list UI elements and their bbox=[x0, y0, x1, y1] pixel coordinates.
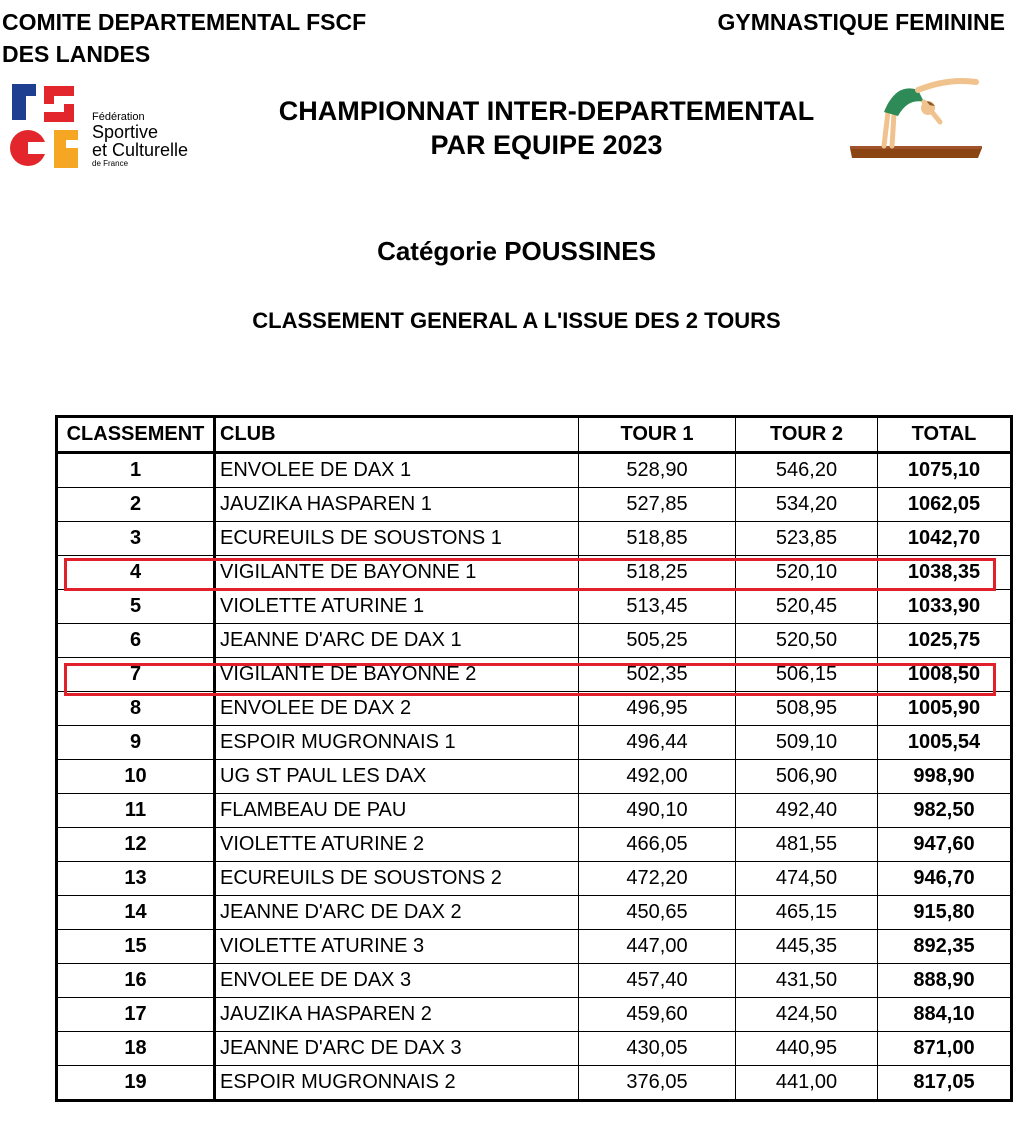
tour2-cell: 441,00 bbox=[736, 1066, 878, 1101]
club-cell: VIOLETTE ATURINE 1 bbox=[215, 590, 579, 624]
organization-name bbox=[2, 6, 366, 70]
tour2-cell: 546,20 bbox=[736, 453, 878, 488]
rank-cell: 17 bbox=[57, 998, 215, 1032]
table-row bbox=[57, 896, 1012, 930]
tour1-cell: 457,40 bbox=[579, 964, 736, 998]
rank-cell: 1 bbox=[57, 453, 215, 488]
logo-line-2: Sportive bbox=[92, 122, 159, 142]
table-row bbox=[57, 760, 1012, 794]
rank-cell: 14 bbox=[57, 896, 215, 930]
table-row bbox=[57, 862, 1012, 896]
organization-line-2: DES LANDES bbox=[2, 41, 151, 67]
table-row bbox=[57, 930, 1012, 964]
tour1-cell: 472,20 bbox=[579, 862, 736, 896]
total-cell: 998,90 bbox=[878, 760, 1012, 794]
table-header-row bbox=[57, 417, 1012, 453]
tour2-cell: 465,15 bbox=[736, 896, 878, 930]
total-cell: 1033,90 bbox=[878, 590, 1012, 624]
tour2-cell: 520,50 bbox=[736, 624, 878, 658]
total-cell: 982,50 bbox=[878, 794, 1012, 828]
table-row bbox=[57, 556, 1012, 590]
total-cell: 1042,70 bbox=[878, 522, 1012, 556]
table-row bbox=[57, 828, 1012, 862]
table-row bbox=[57, 522, 1012, 556]
tour2-cell: 440,95 bbox=[736, 1032, 878, 1066]
tour1-cell: 492,00 bbox=[579, 760, 736, 794]
header-rank: CLASSEMENT bbox=[57, 417, 215, 453]
tour2-cell: 481,55 bbox=[736, 828, 878, 862]
ranking-subtitle: CLASSEMENT GENERAL A L'ISSUE DES 2 TOURS bbox=[252, 308, 781, 333]
club-cell: JEANNE D'ARC DE DAX 1 bbox=[215, 624, 579, 658]
results-table bbox=[55, 415, 1013, 1102]
club-cell: ENVOLEE DE DAX 2 bbox=[215, 692, 579, 726]
tour1-cell: 430,05 bbox=[579, 1032, 736, 1066]
table-row bbox=[57, 964, 1012, 998]
header-club: CLUB bbox=[215, 417, 579, 453]
club-cell: JEANNE D'ARC DE DAX 2 bbox=[215, 896, 579, 930]
total-cell: 1038,35 bbox=[878, 556, 1012, 590]
table-row bbox=[57, 624, 1012, 658]
rank-cell: 9 bbox=[57, 726, 215, 760]
rank-cell: 2 bbox=[57, 488, 215, 522]
table-row bbox=[57, 453, 1012, 488]
club-cell: JAUZIKA HASPAREN 2 bbox=[215, 998, 579, 1032]
rank-cell: 11 bbox=[57, 794, 215, 828]
total-cell: 1008,50 bbox=[878, 658, 1012, 692]
header-tour2: TOUR 2 bbox=[736, 417, 878, 453]
total-cell: 817,05 bbox=[878, 1066, 1012, 1101]
tour1-cell: 518,25 bbox=[579, 556, 736, 590]
rank-cell: 13 bbox=[57, 862, 215, 896]
rank-cell: 5 bbox=[57, 590, 215, 624]
logo-line-3: et Culturelle bbox=[92, 140, 189, 160]
tour1-cell: 376,05 bbox=[579, 1066, 736, 1101]
club-cell: ESPOIR MUGRONNAIS 2 bbox=[215, 1066, 579, 1101]
tour2-cell: 534,20 bbox=[736, 488, 878, 522]
total-cell: 1062,05 bbox=[878, 488, 1012, 522]
club-cell: FLAMBEAU DE PAU bbox=[215, 794, 579, 828]
tour2-cell: 509,10 bbox=[736, 726, 878, 760]
table-row bbox=[57, 658, 1012, 692]
tour1-cell: 527,85 bbox=[579, 488, 736, 522]
discipline-label: GYMNASTIQUE FEMININE bbox=[717, 9, 1005, 35]
tour1-cell: 496,95 bbox=[579, 692, 736, 726]
tour1-cell: 466,05 bbox=[579, 828, 736, 862]
table-row bbox=[57, 998, 1012, 1032]
club-cell: VIGILANTE DE BAYONNE 2 bbox=[215, 658, 579, 692]
total-cell: 892,35 bbox=[878, 930, 1012, 964]
gymnast-illustration-icon bbox=[848, 72, 988, 164]
tour2-cell: 506,90 bbox=[736, 760, 878, 794]
title-line-2: PAR EQUIPE 2023 bbox=[430, 130, 663, 160]
rank-cell: 19 bbox=[57, 1066, 215, 1101]
total-cell: 1025,75 bbox=[878, 624, 1012, 658]
rank-cell: 3 bbox=[57, 522, 215, 556]
club-cell: VIOLETTE ATURINE 3 bbox=[215, 930, 579, 964]
rank-cell: 6 bbox=[57, 624, 215, 658]
tour1-cell: 496,44 bbox=[579, 726, 736, 760]
table-row bbox=[57, 590, 1012, 624]
rank-cell: 18 bbox=[57, 1032, 215, 1066]
rank-cell: 10 bbox=[57, 760, 215, 794]
rank-cell: 16 bbox=[57, 964, 215, 998]
title-line-1: CHAMPIONNAT INTER-DEPARTEMENTAL bbox=[278, 96, 815, 126]
logo-line-4: de France bbox=[92, 159, 129, 168]
club-cell: ENVOLEE DE DAX 3 bbox=[215, 964, 579, 998]
table-row bbox=[57, 726, 1012, 760]
tour1-cell: 528,90 bbox=[579, 453, 736, 488]
tour2-cell: 508,95 bbox=[736, 692, 878, 726]
tour1-cell: 450,65 bbox=[579, 896, 736, 930]
tour2-cell: 474,50 bbox=[736, 862, 878, 896]
total-cell: 947,60 bbox=[878, 828, 1012, 862]
tour2-cell: 506,15 bbox=[736, 658, 878, 692]
tour2-cell: 424,50 bbox=[736, 998, 878, 1032]
total-cell: 946,70 bbox=[878, 862, 1012, 896]
club-cell: UG ST PAUL LES DAX bbox=[215, 760, 579, 794]
total-cell: 1075,10 bbox=[878, 453, 1012, 488]
club-cell: VIOLETTE ATURINE 2 bbox=[215, 828, 579, 862]
rank-cell: 8 bbox=[57, 692, 215, 726]
logo-line-1: Fédération bbox=[92, 111, 145, 123]
club-cell: ESPOIR MUGRONNAIS 1 bbox=[215, 726, 579, 760]
total-cell: 915,80 bbox=[878, 896, 1012, 930]
table-row bbox=[57, 692, 1012, 726]
rank-cell: 4 bbox=[57, 556, 215, 590]
organization-line-1: COMITE DEPARTEMENTAL FSCF bbox=[2, 9, 367, 35]
club-cell: VIGILANTE DE BAYONNE 1 bbox=[215, 556, 579, 590]
tour2-cell: 431,50 bbox=[736, 964, 878, 998]
club-cell: JAUZIKA HASPAREN 1 bbox=[215, 488, 579, 522]
rank-cell: 12 bbox=[57, 828, 215, 862]
tour2-cell: 520,10 bbox=[736, 556, 878, 590]
club-cell: ENVOLEE DE DAX 1 bbox=[215, 453, 579, 488]
table-row bbox=[57, 1066, 1012, 1101]
total-cell: 884,10 bbox=[878, 998, 1012, 1032]
tour1-cell: 505,25 bbox=[579, 624, 736, 658]
table-row bbox=[57, 794, 1012, 828]
tour2-cell: 492,40 bbox=[736, 794, 878, 828]
table-row bbox=[57, 488, 1012, 522]
tour1-cell: 459,60 bbox=[579, 998, 736, 1032]
total-cell: 871,00 bbox=[878, 1032, 1012, 1066]
table-row bbox=[57, 1032, 1012, 1066]
total-cell: 1005,90 bbox=[878, 692, 1012, 726]
tour2-cell: 523,85 bbox=[736, 522, 878, 556]
tour2-cell: 445,35 bbox=[736, 930, 878, 964]
rank-cell: 15 bbox=[57, 930, 215, 964]
club-cell: ECUREUILS DE SOUSTONS 1 bbox=[215, 522, 579, 556]
tour1-cell: 513,45 bbox=[579, 590, 736, 624]
tour1-cell: 447,00 bbox=[579, 930, 736, 964]
total-cell: 1005,54 bbox=[878, 726, 1012, 760]
tour1-cell: 502,35 bbox=[579, 658, 736, 692]
club-cell: ECUREUILS DE SOUSTONS 2 bbox=[215, 862, 579, 896]
total-cell: 888,90 bbox=[878, 964, 1012, 998]
category-heading: Catégorie POUSSINES bbox=[377, 236, 656, 266]
rank-cell: 7 bbox=[57, 658, 215, 692]
club-cell: JEANNE D'ARC DE DAX 3 bbox=[215, 1032, 579, 1066]
header-total: TOTAL bbox=[878, 417, 1012, 453]
header-tour1: TOUR 1 bbox=[579, 417, 736, 453]
tour2-cell: 520,45 bbox=[736, 590, 878, 624]
tour1-cell: 518,85 bbox=[579, 522, 736, 556]
tour1-cell: 490,10 bbox=[579, 794, 736, 828]
